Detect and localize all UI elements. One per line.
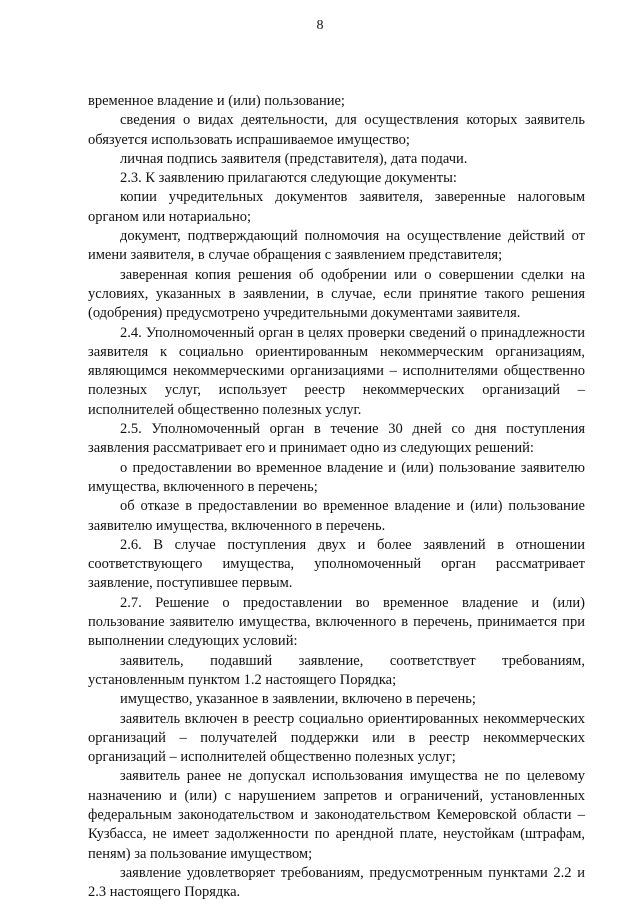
- paragraph: заявитель, подавший заявление, соответствует требованиям, установленным пунктом 1.2 настоящего Порядка;: [88, 652, 585, 688]
- document-body: [88, 92, 585, 902]
- paragraph: 2.3. К заявлению прилагаются следующие документы:: [120, 170, 457, 187]
- paragraph: 2.4. Уполномоченный орган в целях проверки сведений о принадлежности заявителя к социально ориентированным некоммерческим организациям, являющимся некоммерческими организациями – исполнителями общественно полезных услуг, использует реестр некоммерческих организаций – исполнителей общественно полезных услуг.: [88, 324, 585, 418]
- paragraph: заявитель ранее не допускал использования имущества не по целевому назначению и (или) с нарушением запретов и ограничений, установленных федеральным законодательством и законодательством Кемеровской области – Кузбасса, не имеет задолженности по арендной плате, неустойкам (штрафам, пеням) за пользование имуществом;: [88, 768, 585, 862]
- paragraph: об отказе в предоставлении во временное владение и (или) пользование заявителю имущества, включенного в перечень.: [88, 498, 585, 534]
- paragraph: сведения о видах деятельности, для осуществления которых заявитель обязуется использовать испрашиваемое имущество;: [88, 112, 585, 148]
- paragraph: заявление удовлетворяет требованиям, предусмотренным пунктами 2.2 и 2.3 настоящего Порядка.: [88, 864, 585, 901]
- paragraph: имущество, указанное в заявлении, включено в перечень;: [120, 691, 476, 708]
- paragraph: копии учредительных документов заявителя, заверенные налоговым органом или нотариально;: [88, 189, 585, 225]
- paragraph: документ, подтверждающий полномочия на осуществление действий от имени заявителя, в случае обращения с заявлением представителя;: [88, 228, 585, 264]
- paragraph: 2.5. Уполномоченный орган в течение 30 дней со дня поступления заявления рассматривает его и принимает одно из следующих решений:: [88, 421, 585, 457]
- paragraph: временное владение и (или) пользование;: [88, 93, 345, 109]
- paragraph: заверенная копия решения об одобрении или о совершении сделки на условиях, указанных в заявлении, в случае, если принятие такого решения (одобрения) предусмотрено учредительными документами заявителя.: [88, 266, 585, 322]
- paragraph: заявитель включен в реестр социально ориентированных некоммерческих организаций – получателей поддержки или в реестр некоммерческих организаций – исполнителей общественно полезных услуг;: [88, 710, 585, 766]
- paragraph: о предоставлении во временное владение и (или) пользование заявителю имущества, включенного в перечень;: [88, 459, 585, 495]
- paragraph: 2.6. В случае поступления двух и более заявлений в отношении соответствующего имущества, уполномоченный орган рассматривает заявление, поступившее первым.: [88, 536, 585, 592]
- page-number: 8: [316, 18, 324, 33]
- paragraph: 2.7. Решение о предоставлении во временное владение и (или) пользование заявителю имущества, включенного в перечень, принимается при выполнении следующих условий:: [88, 594, 585, 650]
- paragraph: личная подпись заявителя (представителя), дата подачи.: [120, 150, 468, 167]
